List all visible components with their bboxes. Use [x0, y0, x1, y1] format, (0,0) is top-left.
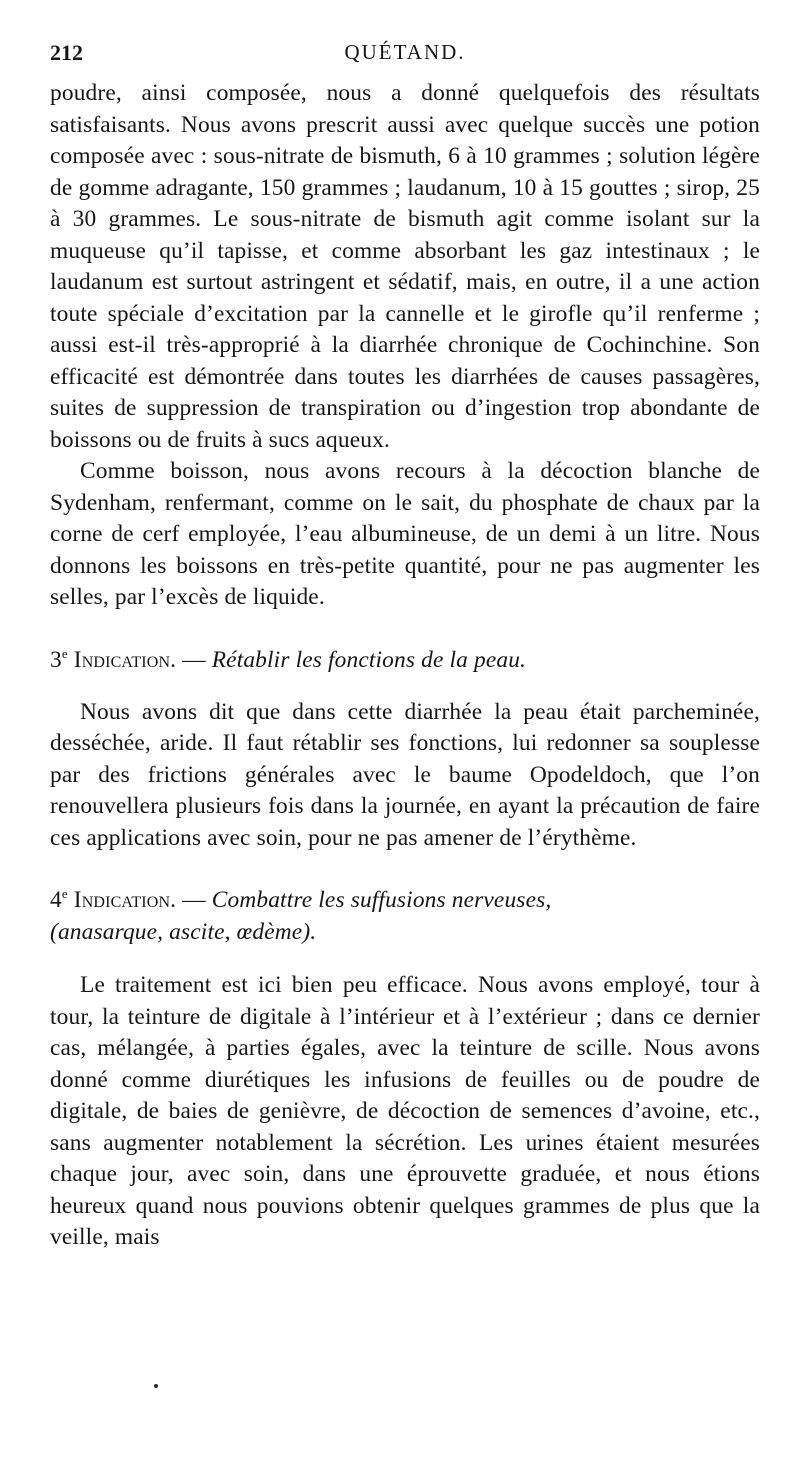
heading-3-label: Indication.: [73, 646, 177, 673]
page-header: [50, 40, 760, 70]
page-number: 212: [50, 40, 83, 65]
heading-4-label: Indication.: [73, 887, 177, 914]
text-column: [50, 78, 760, 1254]
heading-3-dash: —: [182, 646, 206, 673]
paragraph-3: Nous avons dit que dans cette diarrhée la peau était parcheminée, desséchée, aride. Il faut rétablir ses fonctions, lui redonner sa souplesse par des frictions générales avec le baume Opodeldoch, que l’on renouvellera plusieurs fois dans la journée, en ayant la précaution de faire ces applications avec soin, pour ne pas amener de l’érythème.: [50, 698, 760, 851]
heading-4-title-line-1: Combattre les suffusions nerveuses,: [211, 887, 552, 914]
heading-indication-4: [50, 878, 760, 916]
heading-indication-3: [50, 638, 760, 676]
heading-3-number: 3: [50, 646, 62, 673]
paragraph-4: Le traitement est ici bien peu efficace. Nous avons employé, tour à tour, la teinture de digitale à l’intérieur et à l’extérieur ; dans ce dernier cas, mélangée, à parties égales, avec la teinture de scille. Nous avons donné comme diurétiques les infusions de feuilles ou de poudre de digitale, de baies de genièvre, de décoction de semences d’avoine, etc., sans augmenter notablement la sécrétion. Les urines étaient mesurées chaque jour, avec soin, dans une éprouvette graduée, et nous étions heureux quand nous pouvions obtenir quelques grammes de plus que la veille, mais: [50, 972, 760, 1251]
heading-3-title: Rétablir les fonctions de la peau.: [211, 646, 527, 673]
ink-speck: [154, 1384, 158, 1388]
heading-4-sup: e: [61, 886, 68, 902]
paragraph-1: poudre, ainsi composée, nous a donné quelquefois des résultats satisfaisants. Nous avons prescrit aussi avec quelque succès une potion composée avec : sous-nitrate de bismuth, 6 à 10 grammes ; solution légère de gomme adragante, 150 grammes ; laudanum, 10 à 15 gouttes ; sirop, 25 à 30 grammes. Le sous-nitrate de bismuth agit comme isolant sur la muqueuse qu’il tapisse, et comme absorbant les gaz intestinaux ; le laudanum est surtout astringent et sédatif, mais, en outre, il a une action toute spéciale d’excitation par la cannelle et le girofle qu’il renferme ; aussi est-il très-approprié à la diarrhée chronique de Cochinchine. Son efficacité est démontrée dans toutes les diarrhées de causes passagères, suites de suppression de transpiration ou d’ingestion trop abondante de boissons ou de fruits à sucs aqueux.: [50, 80, 760, 453]
heading-4-title-line-2: (anasarque, ascite, œdème).: [50, 918, 317, 945]
heading-3-sup: e: [61, 645, 68, 661]
paragraph-2: Comme boisson, nous avons recours à la décoction blanche de Sydenham, renfermant, comme on le sait, du phosphate de chaux par la corne de cerf employée, l’eau albumineuse, de un demi à un litre. Nous donnons les boissons en très-petite quantité, pour ne pas augmenter les selles, par l’excès de liquide.: [50, 458, 760, 610]
heading-4-dash: —: [182, 887, 206, 914]
running-head: QUÉTAND.: [344, 40, 466, 64]
heading-4-number: 4: [50, 887, 62, 914]
